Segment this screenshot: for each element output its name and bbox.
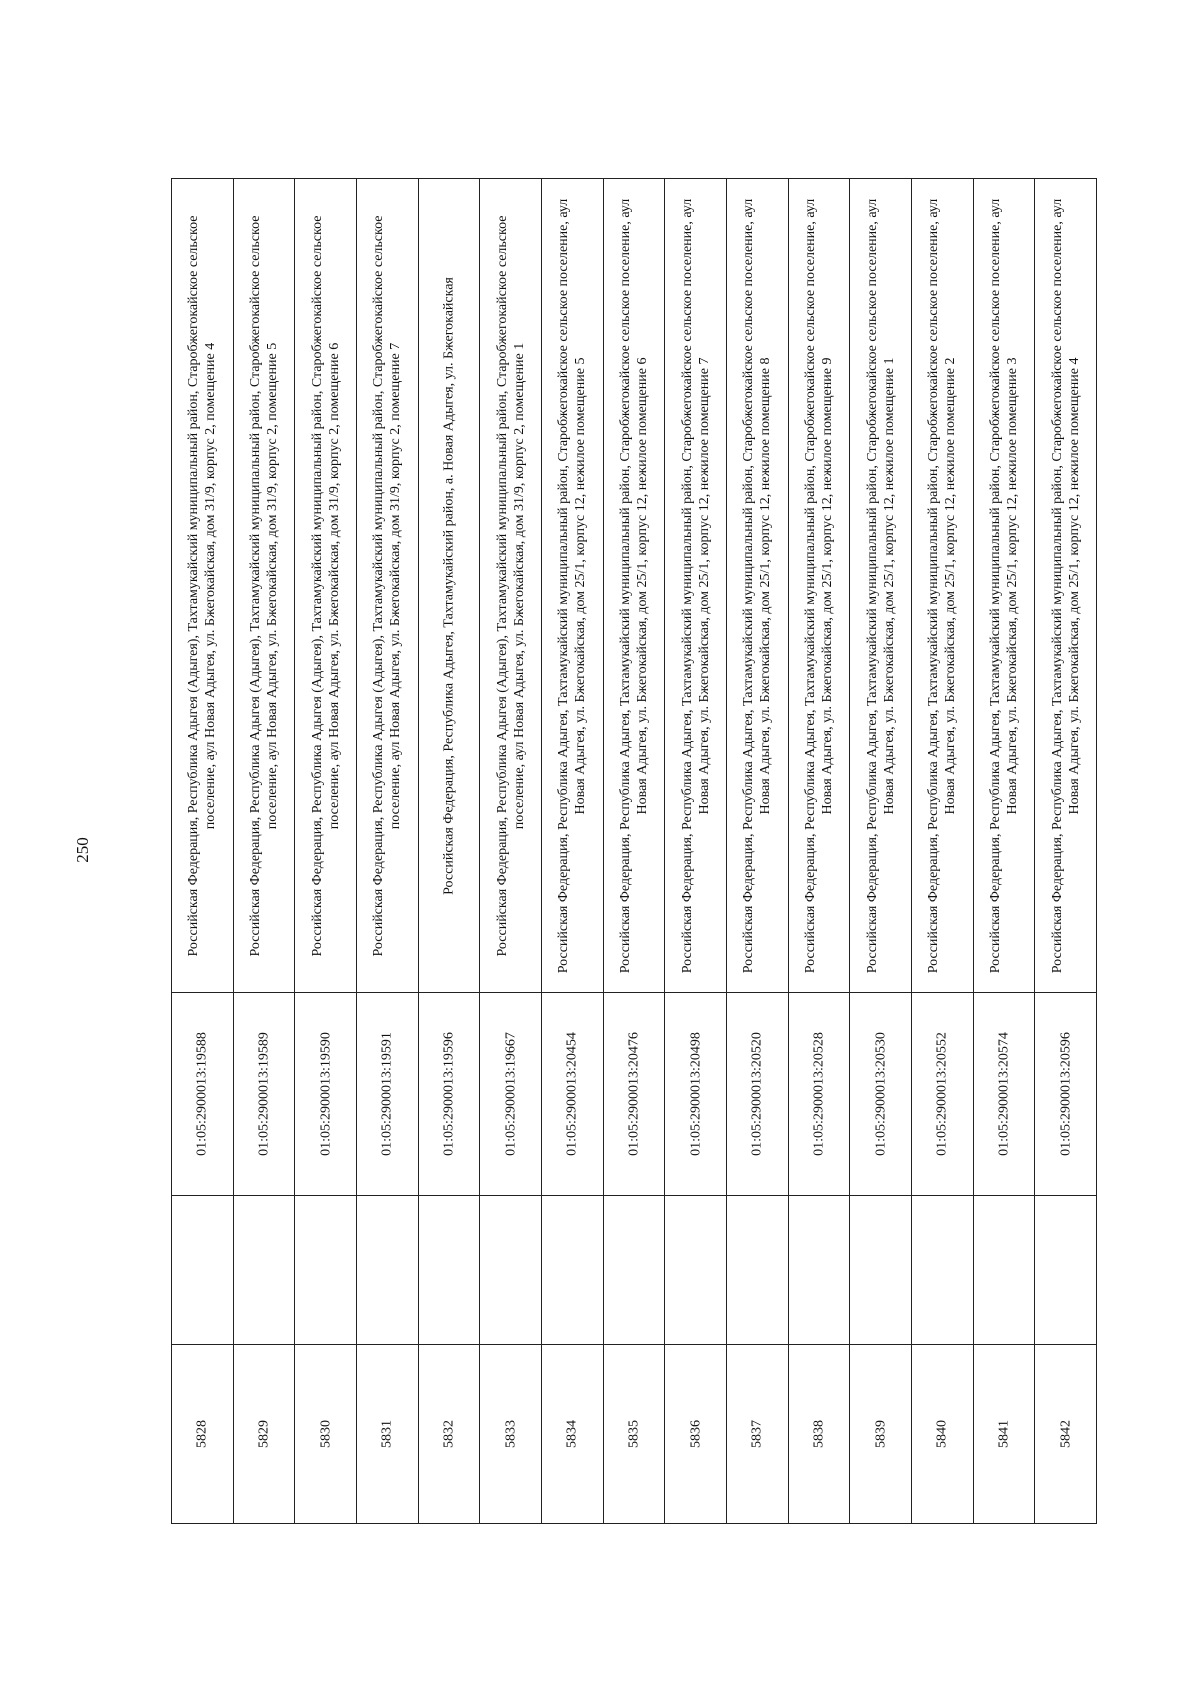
empty-cell <box>789 1195 850 1345</box>
cadastral-number: 01:05:2900013:20454 <box>564 1032 580 1156</box>
empty-cell <box>974 1195 1035 1345</box>
empty-cell <box>480 1195 541 1345</box>
empty-cell <box>419 1195 480 1345</box>
row-number: 5835 <box>626 1420 642 1448</box>
address-cell <box>1035 179 1096 993</box>
row-number-cell <box>1035 1345 1096 1523</box>
address-text: Российская Федерация, Республика Адыгея, Тахтамукайский муниципальный район, Старобжегокайское сельское поселение, аул Новая Адыгея, ул. Бжегокайская, дом 25/1, корпус 12, нежилое помещение 2 <box>926 198 959 973</box>
cadastral-number-cell <box>234 993 295 1195</box>
table-row <box>974 179 1036 1523</box>
cadastral-number: 01:05:2900013:20574 <box>996 1032 1012 1156</box>
row-number: 5839 <box>873 1420 889 1448</box>
cadastral-number-cell <box>665 993 726 1195</box>
address-cell <box>480 179 541 993</box>
address-text: Российская Федерация, Республика Адыгея (Адыгея), Тахтамукайский муниципальный район, Старобжегокайское сельское поселение, аул Новая Адыгея, ул. Бжегокайская, дом 31/9, корпус 2, помещение 5 <box>248 215 280 957</box>
cadastral-number: 01:05:2900013:19590 <box>318 1032 334 1156</box>
cadastral-number: 01:05:2900013:20520 <box>749 1032 765 1156</box>
page-number-text: 250 <box>73 837 92 863</box>
row-number-cell <box>357 1345 418 1523</box>
row-number: 5841 <box>996 1420 1012 1448</box>
address-cell <box>604 179 665 993</box>
cadastral-number: 01:05:2900013:19591 <box>379 1032 395 1156</box>
table-row <box>172 179 234 1523</box>
address-text: Российская Федерация, Республика Адыгея, Тахтамукайский муниципальный район, Старобжегокайское сельское поселение, аул Новая Адыгея, ул. Бжегокайская, дом 25/1, корпус 12, нежилое помещение 9 <box>803 198 836 973</box>
row-number-cell <box>789 1345 850 1523</box>
address-cell <box>789 179 850 993</box>
address-text: Российская Федерация, Республика Адыгея, Тахтамукайский муниципальный район, Старобжегокайское сельское поселение, аул Новая Адыгея, ул. Бжегокайская, дом 25/1, корпус 12, нежилое помещение 4 <box>1049 198 1082 973</box>
cadastral-number-cell <box>974 993 1035 1195</box>
table-row <box>542 179 604 1523</box>
cadastral-number: 01:05:2900013:19667 <box>503 1032 519 1156</box>
cadastral-number: 01:05:2900013:20530 <box>873 1032 889 1156</box>
address-cell <box>357 179 418 993</box>
table-row <box>912 179 974 1523</box>
address-cell <box>727 179 788 993</box>
address-text: Российская Федерация, Республика Адыгея, Тахтамукайский район, а. Новая Адыгея, ул. Бжегокайская <box>441 276 457 895</box>
cadastral-number-cell <box>357 993 418 1195</box>
address-text: Российская Федерация, Республика Адыгея, Тахтамукайский муниципальный район, Старобжегокайское сельское поселение, аул Новая Адыгея, ул. Бжегокайская, дом 25/1, корпус 12, нежилое помещение 3 <box>988 198 1021 973</box>
cadastral-number-cell <box>912 993 973 1195</box>
table-row <box>665 179 727 1523</box>
cadastral-number-cell <box>419 993 480 1195</box>
address-cell <box>974 179 1035 993</box>
address-text: Российская Федерация, Республика Адыгея (Адыгея), Тахтамукайский муниципальный район, Старобжегокайское сельское поселение, аул Новая Адыгея, ул. Бжегокайская, дом 31/9, корпус 2, помещение 4 <box>186 215 219 957</box>
empty-cell <box>357 1195 418 1345</box>
row-number: 5828 <box>194 1420 210 1448</box>
row-number: 5830 <box>318 1420 334 1448</box>
cadastral-number: 01:05:2900013:20552 <box>934 1032 950 1156</box>
row-number-cell <box>480 1345 541 1523</box>
property-table <box>171 178 1097 1524</box>
row-number-cell <box>727 1345 788 1523</box>
table-row <box>850 179 912 1523</box>
cadastral-number-cell <box>727 993 788 1195</box>
row-number: 5831 <box>379 1420 395 1448</box>
row-number: 5838 <box>811 1420 827 1448</box>
empty-cell <box>234 1195 295 1345</box>
cadastral-number: 01:05:2900013:20596 <box>1058 1032 1074 1156</box>
row-number-cell <box>974 1345 1035 1523</box>
row-number-cell <box>604 1345 665 1523</box>
row-number: 5842 <box>1058 1420 1074 1448</box>
table-row <box>234 179 296 1523</box>
empty-cell <box>542 1195 603 1345</box>
address-text: Российская Федерация, Республика Адыгея, Тахтамукайский муниципальный район, Старобжегокайское сельское поселение, аул Новая Адыгея, ул. Бжегокайская, дом 25/1, корпус 12, нежилое помещение 6 <box>618 198 651 973</box>
row-number-cell <box>665 1345 726 1523</box>
row-number: 5832 <box>441 1420 457 1448</box>
address-text: Российская Федерация, Республика Адыгея (Адыгея), Тахтамукайский муниципальный район, Старобжегокайское сельское поселение, аул Новая Адыгея, ул. Бжегокайская, дом 31/9, корпус 2, помещение 1 <box>494 215 527 957</box>
row-number: 5834 <box>564 1420 580 1448</box>
address-cell <box>419 179 480 993</box>
empty-cell <box>850 1195 911 1345</box>
cadastral-number-cell <box>542 993 603 1195</box>
address-cell <box>850 179 911 993</box>
row-number-cell <box>542 1345 603 1523</box>
table-row <box>295 179 357 1523</box>
table-row <box>480 179 542 1523</box>
cadastral-number: 01:05:2900013:19588 <box>194 1032 210 1156</box>
table-row <box>357 179 419 1523</box>
cadastral-number-cell <box>789 993 850 1195</box>
row-number-cell <box>912 1345 973 1523</box>
cadastral-number-cell <box>172 993 233 1195</box>
cadastral-number-cell <box>480 993 541 1195</box>
row-number-cell <box>850 1345 911 1523</box>
row-number: 5833 <box>503 1420 519 1448</box>
row-number-cell <box>172 1345 233 1523</box>
cadastral-number: 01:05:2900013:19596 <box>441 1032 457 1156</box>
table-row <box>419 179 481 1523</box>
cadastral-number: 01:05:2900013:19589 <box>256 1032 272 1156</box>
cadastral-number: 01:05:2900013:20528 <box>811 1032 827 1156</box>
address-text: Российская Федерация, Республика Адыгея, Тахтамукайский муниципальный район, Старобжегокайское сельское поселение, аул Новая Адыгея, ул. Бжегокайская, дом 25/1, корпус 12, нежилое помещение 1 <box>864 198 897 973</box>
address-text: Российская Федерация, Республика Адыгея, Тахтамукайский муниципальный район, Старобжегокайское сельское поселение, аул Новая Адыгея, ул. Бжегокайская, дом 25/1, корпус 12, нежилое помещение 7 <box>679 198 712 973</box>
row-number: 5837 <box>749 1420 765 1448</box>
table-row <box>604 179 666 1523</box>
empty-cell <box>295 1195 356 1345</box>
cadastral-number-cell <box>295 993 356 1195</box>
row-number-cell <box>234 1345 295 1523</box>
table-row <box>789 179 851 1523</box>
empty-cell <box>1035 1195 1096 1345</box>
empty-cell <box>727 1195 788 1345</box>
address-cell <box>665 179 726 993</box>
cadastral-number: 01:05:2900013:20498 <box>688 1032 704 1156</box>
empty-cell <box>604 1195 665 1345</box>
empty-cell <box>912 1195 973 1345</box>
cadastral-number-cell <box>1035 993 1096 1195</box>
table-row <box>1035 179 1096 1523</box>
address-text: Российская Федерация, Республика Адыгея, Тахтамукайский муниципальный район, Старобжегокайское сельское поселение, аул Новая Адыгея, ул. Бжегокайская, дом 25/1, корпус 12, нежилое помещение 8 <box>741 198 774 973</box>
address-cell <box>295 179 356 993</box>
row-number-cell <box>295 1345 356 1523</box>
cadastral-number: 01:05:2900013:20476 <box>626 1032 642 1156</box>
row-number: 5840 <box>934 1420 950 1448</box>
cadastral-number-cell <box>604 993 665 1195</box>
address-text: Российская Федерация, Республика Адыгея, Тахтамукайский муниципальный район, Старобжегокайское сельское поселение, аул Новая Адыгея, ул. Бжегокайская, дом 25/1, корпус 12, нежилое помещение 5 <box>556 198 589 973</box>
empty-cell <box>172 1195 233 1345</box>
address-cell <box>912 179 973 993</box>
row-number-cell <box>419 1345 480 1523</box>
row-number: 5829 <box>256 1420 272 1448</box>
address-cell <box>172 179 233 993</box>
address-cell <box>234 179 295 993</box>
page-number <box>63 830 103 870</box>
table-row <box>727 179 789 1523</box>
empty-cell <box>665 1195 726 1345</box>
cadastral-number-cell <box>850 993 911 1195</box>
address-cell <box>542 179 603 993</box>
address-text: Российская Федерация, Республика Адыгея (Адыгея), Тахтамукайский муниципальный район, Старобжегокайское сельское поселение, аул Новая Адыгея, ул. Бжегокайская, дом 31/9, корпус 2, помещение 6 <box>309 215 342 957</box>
address-text: Российская Федерация, Республика Адыгея (Адыгея), Тахтамукайский муниципальный район, Старобжегокайское сельское поселение, аул Новая Адыгея, ул. Бжегокайская, дом 31/9, корпус 2, помещение 7 <box>371 215 404 957</box>
row-number: 5836 <box>688 1420 704 1448</box>
